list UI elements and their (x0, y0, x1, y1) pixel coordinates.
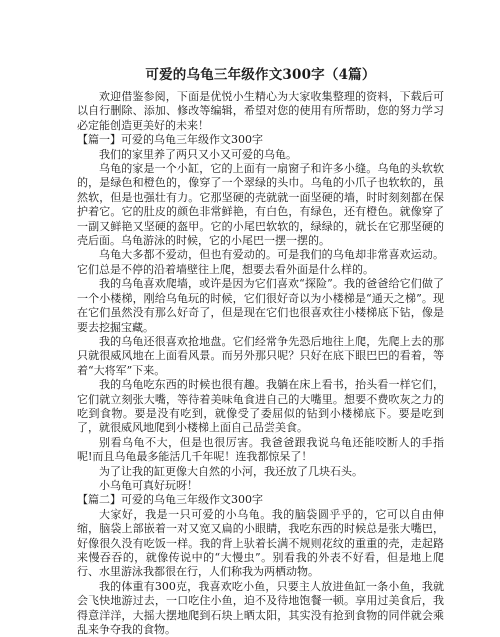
body-paragraph: 别看乌龟不大，但是也很厉害。我爸爸跟我说乌龟还能咬断人的手指呢!而且乌龟最多能活几千年呢！连我都惊呆了！ (77, 435, 444, 464)
body-paragraph: 乌龟的家是一个小缸，它的上面有一扇窗子和许多小缝。乌龟的头软软的，是绿色和橙色的，像穿了一个翠绿的头巾。乌龟的小爪子也软软的，虽然软，但是也强壮有力。它那坚硬的壳就就一面坚硬的墙，时时刻刻都在保护着它。它的肚皮的颜色非常鲜艳，有白色，有绿色，还有橙色。就像穿了一副又鲜艳又坚硬的盔甲。它的小尾巴软软的，绿绿的，就长在它那坚硬的壳后面。乌龟游泳的时候，它的小尾巴一摆一摆的。 (77, 162, 444, 248)
section-heading: 【篇二】可爱的乌龟三年级作文300字 (77, 493, 263, 507)
body-paragraph: 为了让我的缸更像大自然的小河，我还放了几块石头。 (99, 464, 363, 478)
section-heading: 【篇一】可爱的乌龟三年级作文300字 (77, 133, 263, 147)
body-paragraph: 大家好，我是一只可爱的小乌龟。我的脑袋圆乎乎的，它可以自由伸缩，脑袋上部嵌着一对又宽又扁的小眼睛，我吃东西的时候总是张大嘴巴，好像很久没有吃饭一样。我的背上驮着长满不规则花纹的重重的壳，走起路来慢吞吞的，就像传说中的“大慢虫”。别看我的外表不好看，但是地上爬行、水里游泳我都很在行，人们称我为两栖动物。 (77, 507, 444, 579)
body-paragraph: 我的乌龟还很喜欢抢地盘。它们经常争先恐后地往上爬，先爬上去的那只就很威风地在上面看风景。而另外那只呢？只好在底下眼巴巴的看着，等着“大将军”下来。 (77, 334, 444, 377)
document-title: 可爱的乌龟三年级作文300字（4篇） (145, 67, 376, 83)
body-paragraph: 我的乌龟吃东西的时候也很有趣。我躺在床上看书，抬头看一样它们，它们就立刻张大嘴，等待着美味龟食进自己的大嘴里。想要不费吹灰之力的吃到食物。要是没有吃到，就像受了委屈似的钻到小楼梯底下。要是吃到了，就很威风地爬到小楼梯上面自己品尝美食。 (77, 378, 444, 435)
body-paragraph: 小乌龟可真好玩呀！ (99, 478, 198, 492)
document-body (77, 90, 444, 637)
body-paragraph: 我的体重有300克，我喜欢吃小鱼，只要主人放进鱼缸一条小鱼，我就会飞快地游过去，一口吃住小鱼，迫不及待地饱餐一顿。享用过美食后，我得意洋洋，大摇大摆地爬到石块上晒太阳，其实没有抢到食物的同伴就会乘乱来争夺我的食物。 (77, 579, 444, 637)
body-paragraph: 我的乌龟喜欢爬墙，或许是因为它们喜欢“探险”。我的爸爸给它们做了一个小楼梯，刚给乌龟玩的时候，它们很好奇以为小楼梯是“通天之梯”。现在它们虽然没有那么好奇了，但是现在它们也很喜欢往小楼梯底下钻，像是要去挖掘宝藏。 (77, 277, 444, 334)
body-paragraph: 我们的家里养了两只又小又可爱的乌龟。 (99, 147, 297, 161)
body-paragraph: 乌龟大多都不爱动，但也有爱动的。可是我们的乌龟却非常喜欢运动。它们总是不停的沿着墙壁往上爬，想要去看外面是什么样的。 (77, 248, 444, 276)
body-paragraph: 欢迎借鉴参阅，下面是优悦小生精心为大家收集整理的资料，下载后可以自行删除、添加、修改等编辑，希望对您的使用有所帮助，您的努力学习必定能创造更美好的未来！ (77, 90, 444, 132)
